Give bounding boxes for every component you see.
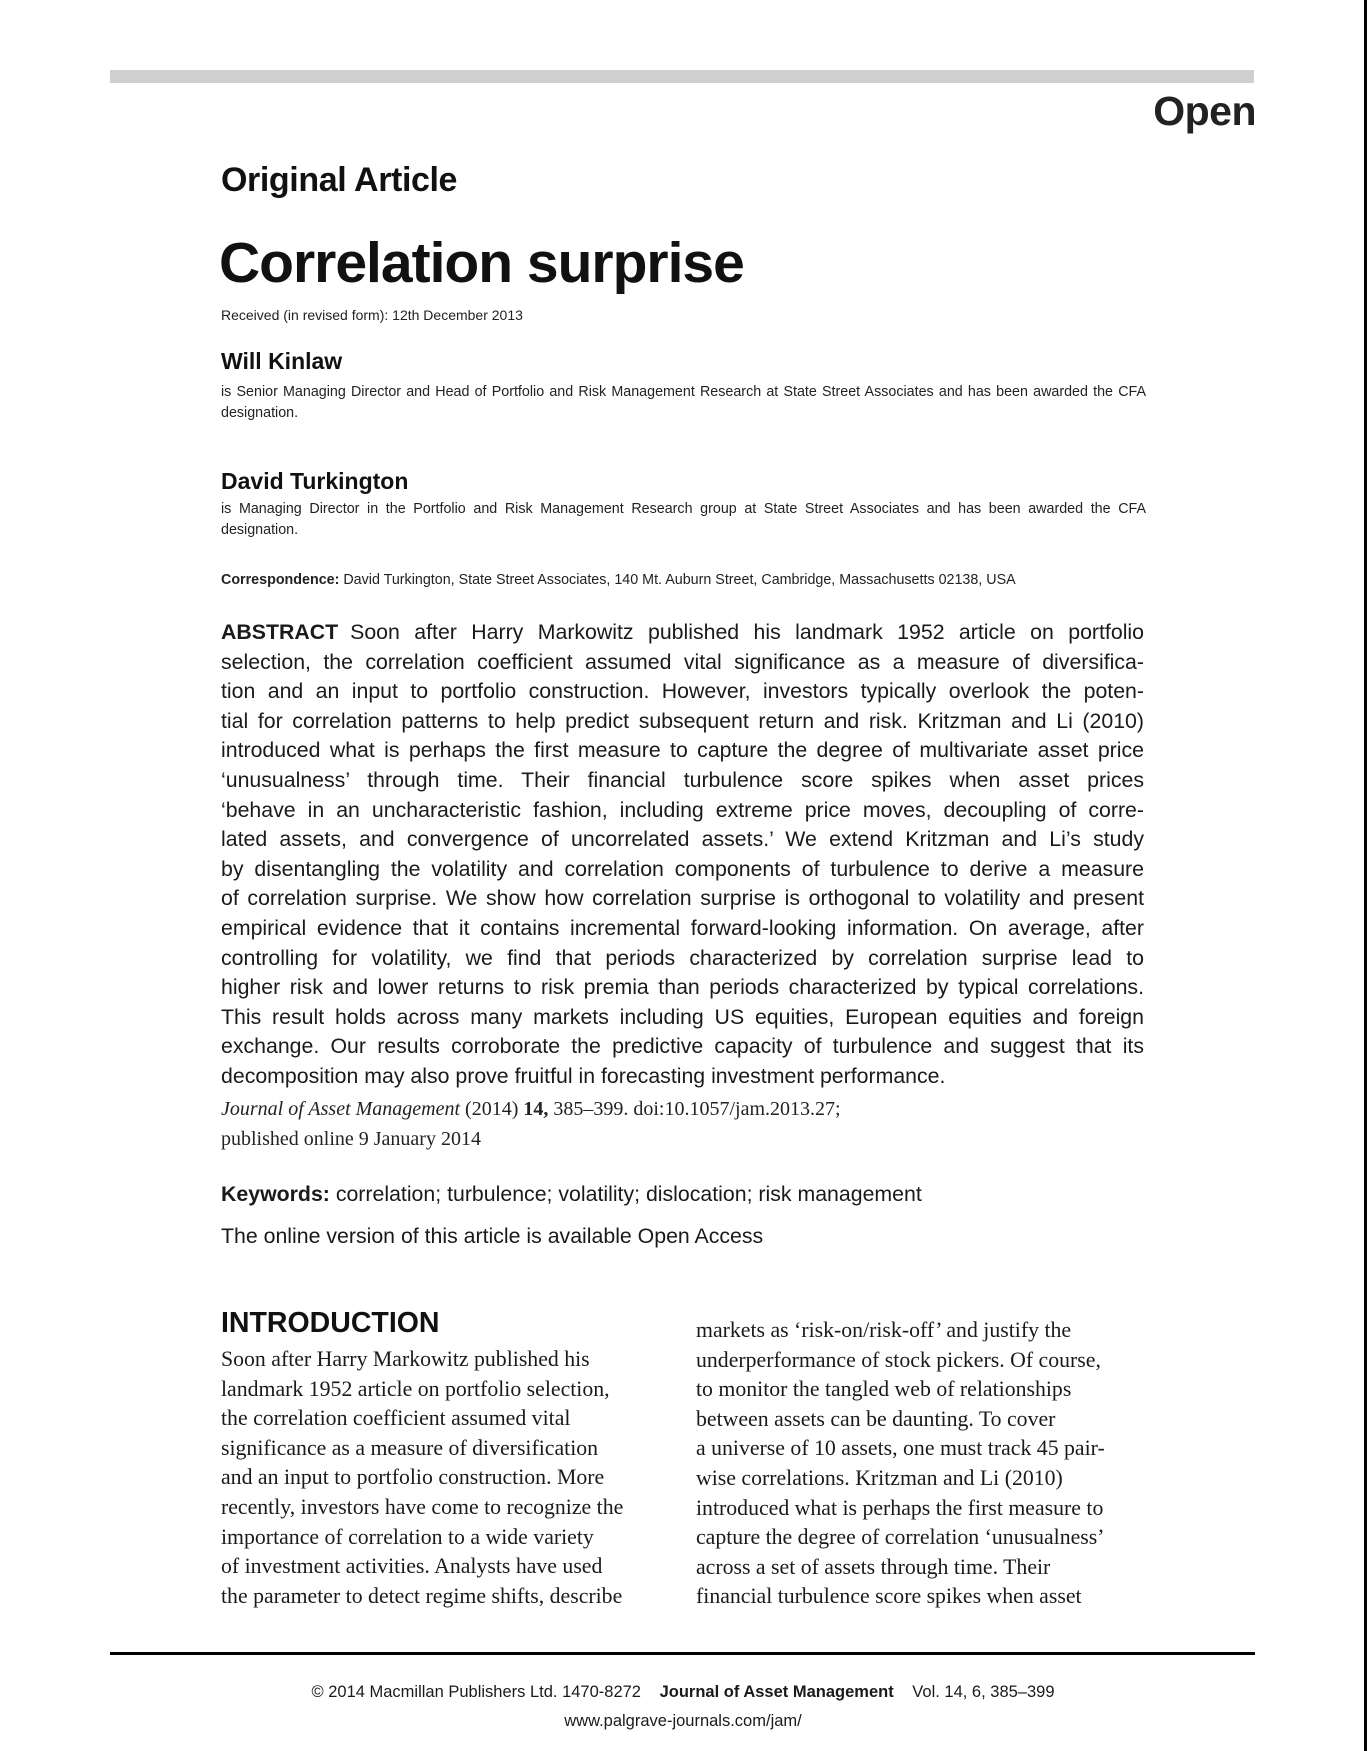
keywords-text: correlation; turbulence; volatility; dislocation; risk management [335,1182,922,1206]
author-name: Will Kinlaw [221,348,343,374]
body-line: the parameter to detect regime shifts, describe [221,1583,623,1608]
body-column-right [696,1316,1105,1612]
body-line: to monitor the tangled web of relationships [696,1377,1072,1402]
article-title: Correlation surprise [219,231,744,295]
citation-line [221,1095,841,1125]
abstract-line: ‘unusualness’ through time. Their financial turbulence score spikes when asset prices [221,767,1144,792]
abstract [221,618,1144,1092]
body-line: underperformance of stock pickers. Of course, [696,1347,1101,1372]
abstract-line: introduced what is perhaps the first measure to capture the degree of multivariate asset price [221,738,1144,763]
abstract-line: controlling for volatility, we find that periods characterized by correlation surprise lead to [221,945,1144,970]
body-line: a universe of 10 assets, one must track 45 pair- [696,1436,1105,1461]
correspondence-text: David Turkington, State Street Associates, 140 Mt. Auburn Street, Cambridge, Massachusetts 02138, USA [343,572,1016,588]
received-date: Received (in revised form): 12th December 2013 [221,307,523,323]
keywords [221,1182,922,1207]
section-heading: INTRODUCTION [221,1307,440,1339]
journal-citation [221,1095,841,1154]
body-line: capture the degree of correlation ‘unusualness’ [696,1525,1105,1550]
abstract-line: tion and an input to portfolio construction. However, investors typically overlook the poten- [221,679,1144,704]
citation-published: published online 9 January 2014 [221,1127,481,1150]
abstract-line: selection, the correlation coefficient assumed vital significance as a measure of diversifica- [221,649,1144,674]
open-access-label: Open [1153,88,1256,134]
body-line: wise correlations. Kritzman and Li (2010) [696,1465,1063,1490]
abstract-line: by disentangling the volatility and correlation components of turbulence to derive a measure [221,856,1144,881]
citation-year: (2014) [465,1098,519,1120]
abstract-line: decomposition may also prove fruitful in forecasting investment performance. [221,1063,946,1088]
abstract-line: ABSTRACT Soon after Harry Markowitz published his landmark 1952 article on portfolio [221,620,1144,644]
keywords-label: Keywords: [221,1182,330,1206]
correspondence [221,572,1016,588]
abstract-line: lated assets, and convergence of uncorrelated assets.’ We extend Kritzman and Li’s study [221,827,1144,852]
abstract-line: tial for correlation patterns to help predict subsequent return and risk. Kritzman and Li (2010) [221,708,1144,733]
body-line: recently, investors have come to recognize the [221,1494,624,1519]
body-line: Soon after Harry Markowitz published his [221,1347,590,1371]
footer-rule [110,1652,1255,1655]
correspondence-label: Correspondence: [221,572,340,588]
citation-volume: 14, [523,1098,549,1120]
body-line: importance of correlation to a wide variety [221,1524,594,1549]
footer-info [0,1683,1366,1702]
body-line: across a set of assets through time. Their [696,1554,1051,1579]
body-line: the correlation coefficient assumed vital [221,1406,571,1431]
body-line: and an input to portfolio construction. More [221,1465,605,1490]
article-type: Original Article [221,161,458,199]
body-line: between assets can be daunting. To cover [696,1406,1056,1431]
abstract-line: empirical evidence that it contains incremental forward-looking information. On average, after [221,915,1144,940]
body-line: of investment activities. Analysts have used [221,1554,603,1579]
body-line: significance as a measure of diversification [221,1435,599,1460]
body-line: landmark 1952 article on portfolio selection, [221,1376,610,1401]
body-line: introduced what is perhaps the first measure to [696,1495,1104,1520]
footer-url[interactable]: www.palgrave-journals.com/jam/ [564,1712,802,1730]
abstract-line: ‘behave in an uncharacteristic fashion, including extreme price moves, decoupling of corre- [221,797,1144,822]
body-column-left [221,1345,623,1611]
author-name: David Turkington [221,468,409,494]
footer-journal: Journal of Asset Management [659,1683,894,1701]
citation-doi: 385–399. doi:10.1057/jam.2013.27; [553,1098,841,1120]
body-line: financial turbulence score spikes when asset [696,1584,1082,1609]
abstract-line: higher risk and lower returns to risk premia than periods characterized by typical correlations. [221,975,1144,1000]
abstract-label: ABSTRACT [221,620,339,644]
open-access-note: The online version of this article is available Open Access [221,1224,764,1248]
body-line: markets as ‘risk-on/risk-off’ and justify the [696,1318,1072,1342]
abstract-line: of correlation surprise. We show how correlation surprise is orthogonal to volatility and present [221,886,1144,911]
author-description: is Managing Director in the Portfolio and Risk Management Research group at State Street Associates and has been awarded the CFA designation. [221,501,1146,538]
footer-volume: Vol. 14, 6, 385–399 [912,1683,1055,1701]
citation-journal: Journal of Asset Management [221,1098,461,1120]
footer-copyright: © 2014 Macmillan Publishers Ltd. 1470-8272 [311,1683,641,1701]
header-rule-bar [110,70,1254,83]
author-description: is Senior Managing Director and Head of Portfolio and Risk Management Research at State Street Associates and has been awarded the CFA designation. [221,384,1146,421]
page-edge-border [1364,0,1367,1751]
abstract-line: exchange. Our results corroborate the predictive capacity of turbulence and suggest that its [221,1034,1144,1059]
abstract-line: This result holds across many markets including US equities, European equities and foreign [221,1004,1144,1029]
